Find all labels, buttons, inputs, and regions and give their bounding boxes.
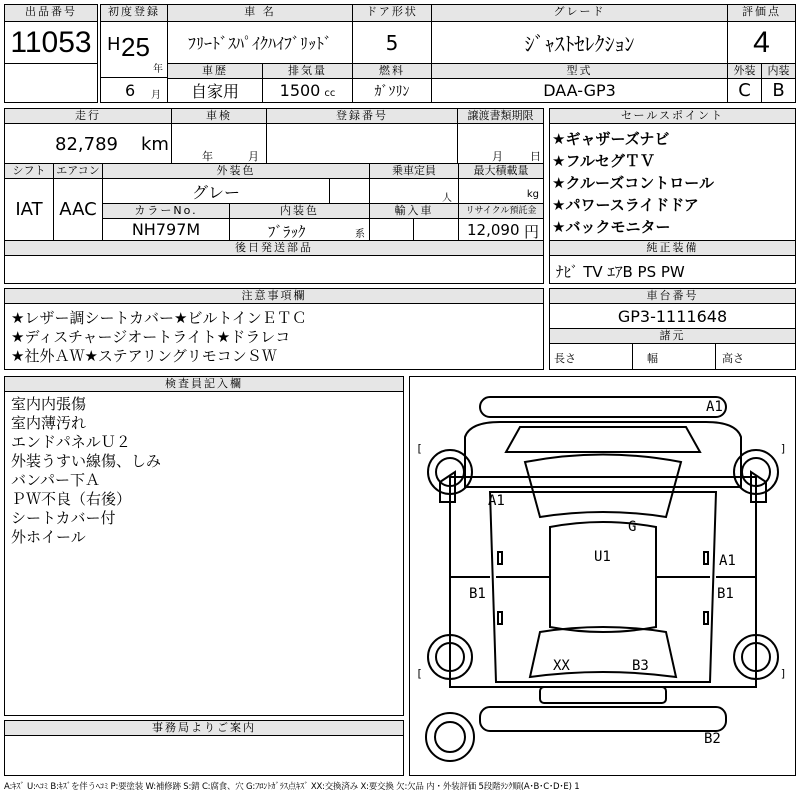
mileage: 82,789 <box>55 134 118 155</box>
month: 6 <box>125 81 136 100</box>
inspector-line: 外装うすい線傷、しみ <box>11 452 162 470</box>
sales-point: ★ギャザーズナビ <box>552 130 670 148</box>
month-unit: 月 <box>151 90 161 101</box>
lot-no-blank <box>4 63 98 103</box>
exterior-grade: C <box>727 78 762 103</box>
car-name-label: 車 名 <box>167 4 353 22</box>
grade: ｼﾞｬｽﾄｾﾚｸｼｮﾝ <box>431 21 728 64</box>
reg-no-cell <box>266 123 458 164</box>
score: 4 <box>727 21 796 64</box>
inspection-cell <box>171 123 267 164</box>
specs-label: 諸元 <box>549 328 796 344</box>
grade-label: グレード <box>431 4 728 22</box>
reg-no-label: 登録番号 <box>266 108 458 124</box>
svg-text:]: ] <box>780 667 787 680</box>
max-load-unit: kg <box>526 189 539 200</box>
damage-mark: U1 <box>594 549 611 565</box>
inspector-line: 外ホイール <box>11 528 86 546</box>
damage-mark: A1 <box>706 399 723 415</box>
spec-width-label: 幅 <box>647 352 658 365</box>
fuel: ｶﾞｿﾘﾝ <box>352 78 432 103</box>
doors: 5 <box>352 21 432 64</box>
notes-label: 注意事項欄 <box>4 288 544 304</box>
spec-length <box>549 343 633 370</box>
damage-mark: B3 <box>632 658 649 674</box>
transfer-month: 月 <box>492 150 503 163</box>
ac: AAC <box>53 178 103 241</box>
svg-text:]: ] <box>780 442 787 455</box>
lot-no: 11053 <box>4 21 98 64</box>
transfer-day: 日 <box>530 150 541 163</box>
recycle-unit: 円 <box>523 223 539 241</box>
exterior-label: 外装 <box>727 63 762 79</box>
svg-text:[: [ <box>416 667 423 680</box>
model: DAA-GP3 <box>431 78 728 103</box>
int-color-label: 内装色 <box>229 203 370 219</box>
note-line: ★ディスチャージオートライト★ドラレコ <box>11 328 291 346</box>
sales-point: ★フルセグＴＶ <box>552 152 655 170</box>
ext-color-label: 外装色 <box>102 163 370 179</box>
inspection-month: 月 <box>248 150 259 163</box>
sales-point: ★バックモニター <box>552 218 671 236</box>
inspector-line: エンドパネルＵ２ <box>11 433 131 451</box>
interior-label: 内装 <box>761 63 796 79</box>
interior-grade: B <box>761 78 796 103</box>
office-block <box>4 720 404 776</box>
damage-mark: A1 <box>488 493 505 509</box>
mileage-label: 走行 <box>4 108 172 124</box>
import-cell-2 <box>413 218 459 241</box>
spec-height-label: 高さ <box>722 352 744 365</box>
year-unit: 年 <box>153 64 163 75</box>
color-no: NH797M <box>102 218 230 241</box>
recycle-label: リサイクル預託金 <box>458 203 544 219</box>
first-reg-label: 初度登録 <box>100 4 168 22</box>
import-label: 輸入車 <box>369 203 459 219</box>
legend-footer: A:ｷｽﾞ U:ﾍｺﾐ B:ｷｽﾞを伴うﾍｺﾐ P:要塗装 W:補修跡 S:錆 C:腐食、穴 G:ﾌﾛﾝﾄｶﾞﾗｽ点ｷｽﾞ XX:交換済み X:要交換 欠:欠品 内・外装評価 5段階ﾗﾝｸ順(A･B･C･D･E) 1 <box>4 782 580 792</box>
int-color-suffix: 系 <box>355 229 365 240</box>
later-parts-cell <box>4 255 544 284</box>
lot-no-label: 出品番号 <box>4 4 98 22</box>
month-cell <box>100 77 168 103</box>
inspector-line: シートカバー付 <box>11 509 116 527</box>
inspector-line: 室内内張傷 <box>11 395 87 413</box>
inspection-year: 年 <box>202 150 213 163</box>
displacement-cell <box>262 78 353 103</box>
capacity-cell <box>369 178 459 204</box>
ac-label: エアコン <box>53 163 103 179</box>
sales-point: ★パワースライドドア <box>552 196 699 214</box>
spec-length-label: 長さ <box>554 352 576 365</box>
history: 自家用 <box>167 78 263 103</box>
inspection-label: 車検 <box>171 108 267 124</box>
inspector-list <box>4 391 404 716</box>
recycle-cell <box>458 218 544 241</box>
note-line: ★社外ＡＷ★ステアリングリモコンＳＷ <box>11 347 277 365</box>
int-color-cell <box>229 218 370 241</box>
first-reg-cell <box>100 21 168 78</box>
sales-points-block <box>549 108 796 284</box>
office-label: 事務局よりご案内 <box>4 720 404 736</box>
damage-mark: B1 <box>469 586 486 602</box>
damage-mark: A1 <box>719 553 736 569</box>
shift-label: シフト <box>4 163 54 179</box>
displacement: 1500 <box>279 81 321 100</box>
shift: IAT <box>4 178 54 241</box>
chassis-label: 車台番号 <box>549 288 796 304</box>
header-block <box>4 4 796 104</box>
svg-text:[: [ <box>416 442 423 455</box>
vehicle-info-block <box>4 108 544 284</box>
mileage-cell <box>4 123 172 164</box>
notes-list <box>4 303 544 370</box>
notes-block <box>4 288 544 370</box>
damage-mark: B2 <box>704 731 721 747</box>
car-outline <box>410 377 796 776</box>
inspector-line: 室内薄汚れ <box>11 414 87 432</box>
spec-height <box>715 343 796 370</box>
chassis-number: GP3-1111648 <box>549 303 796 329</box>
chassis-block <box>549 288 796 370</box>
history-label: 車歴 <box>167 63 263 79</box>
fuel-label: 燃料 <box>352 63 432 79</box>
recycle: 12,090 <box>467 221 520 239</box>
mileage-unit: km <box>141 134 169 155</box>
capacity-unit: 人 <box>442 193 452 204</box>
sales-points-list <box>549 123 796 241</box>
ext-color: グレー <box>102 178 330 204</box>
era: H <box>107 34 121 55</box>
color-no-label: カラーNo. <box>102 203 230 219</box>
inspector-block <box>4 376 404 716</box>
inspector-line: ＰＷ不良（右後） <box>11 490 132 508</box>
note-line: ★レザー調シートカバー★ビルトインＥＴＣ <box>11 309 307 327</box>
equipment-cell <box>549 255 796 284</box>
damage-mark: B1 <box>717 586 734 602</box>
ext-color-blank <box>329 178 370 204</box>
sales-points-label: セールスポイント <box>549 108 796 124</box>
later-parts-label: 後日発送部品 <box>4 240 544 256</box>
doors-label: ドア形状 <box>352 4 432 22</box>
equipment-label: 純正装備 <box>549 240 796 256</box>
sales-point: ★クルーズコントロール <box>552 174 714 192</box>
score-label: 評価点 <box>727 4 796 22</box>
max-load-cell <box>458 178 544 204</box>
max-load-label: 最大積載量 <box>458 163 544 179</box>
displacement-label: 排気量 <box>262 63 353 79</box>
car-name: ﾌﾘｰﾄﾞｽﾊﾟｲｸﾊｲﾌﾞﾘｯﾄﾞ <box>167 21 353 64</box>
transfer-cell <box>457 123 544 164</box>
model-label: 型式 <box>431 63 728 79</box>
transfer-label: 譲渡書類期限 <box>457 108 544 124</box>
int-color: ﾌﾞﾗｯｸ <box>268 223 306 241</box>
car-diagram <box>409 376 796 776</box>
import-cell-1 <box>369 218 414 241</box>
spec-width <box>632 343 716 370</box>
year: 25 <box>121 32 150 62</box>
equipment: ﾅﾋﾞ TV ｴｱB PS PW <box>556 263 685 281</box>
capacity-label: 乗車定員 <box>369 163 459 179</box>
inspector-label: 検査員記入欄 <box>4 376 404 392</box>
damage-mark: G <box>628 519 637 535</box>
inspector-line: バンパー下Ａ <box>11 471 100 489</box>
displacement-unit: cc <box>324 88 336 99</box>
damage-mark: XX <box>553 658 570 674</box>
office-cell <box>4 735 404 776</box>
